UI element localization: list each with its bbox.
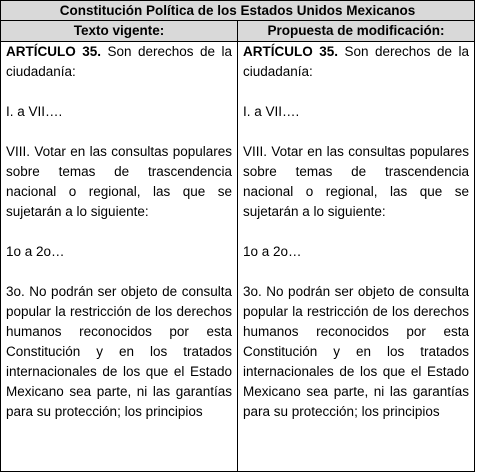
fraction-viii-paragraph: [6, 142, 232, 222]
fraction-viii-label: VIII.: [243, 144, 268, 159]
article-label: ARTÍCULO 35.: [243, 44, 338, 59]
article-intro: Son derechos de la ciudadanía:: [6, 44, 232, 79]
proposed-text-column: [237, 42, 474, 472]
item-3-paragraph: 3o. No podrán ser objeto de consulta popular la restricción de los derechos humanos reconocidos por esta Constitución y en los tratados internacionales de los que el Estado Mexicano sea parte, ni las garantías para su protección; los principios: [6, 284, 232, 419]
fraction-viii-paragraph: [243, 142, 469, 222]
article-paragraph: [243, 42, 469, 82]
table-body-row: [1, 42, 474, 472]
fraction-viii-text: Votar en las consultas populares sobre temas de trascendencia nacional o regional, las que se sujetarán a lo siguiente:: [6, 144, 232, 219]
fraction-viii-label: VIII.: [6, 144, 31, 159]
header-proposed-text: Propuesta de modificación:: [237, 21, 474, 41]
items-1-2: 1o a 2o…: [243, 244, 302, 259]
items-1-2: 1o a 2o…: [6, 244, 65, 259]
table-header-row: [1, 21, 474, 42]
fraction-viii-text: Votar en las consultas populares sobre temas de trascendencia nacional o regional, las que se sujetarán a lo siguiente:: [243, 144, 469, 219]
fraction-i-vii: I. a VII….: [243, 104, 300, 119]
article-label: ARTÍCULO 35.: [6, 44, 101, 59]
article-paragraph: [6, 42, 232, 82]
current-text-column: [1, 42, 237, 472]
article-intro: Son derechos de la ciudadanía:: [243, 44, 469, 79]
header-current-text: Texto vigente:: [73, 23, 165, 38]
fraction-i-vii: I. a VII….: [6, 104, 63, 119]
item-3-paragraph: 3o. No podrán ser objeto de consulta popular la restricción de los derechos humanos reconocidos por esta Constitución y en los tratados internacionales de los que el Estado Mexicano sea parte, ni las garantías para su protección; los principios: [243, 284, 469, 419]
table-title: Constitución Política de los Estados Unidos Mexicanos: [1, 1, 474, 21]
